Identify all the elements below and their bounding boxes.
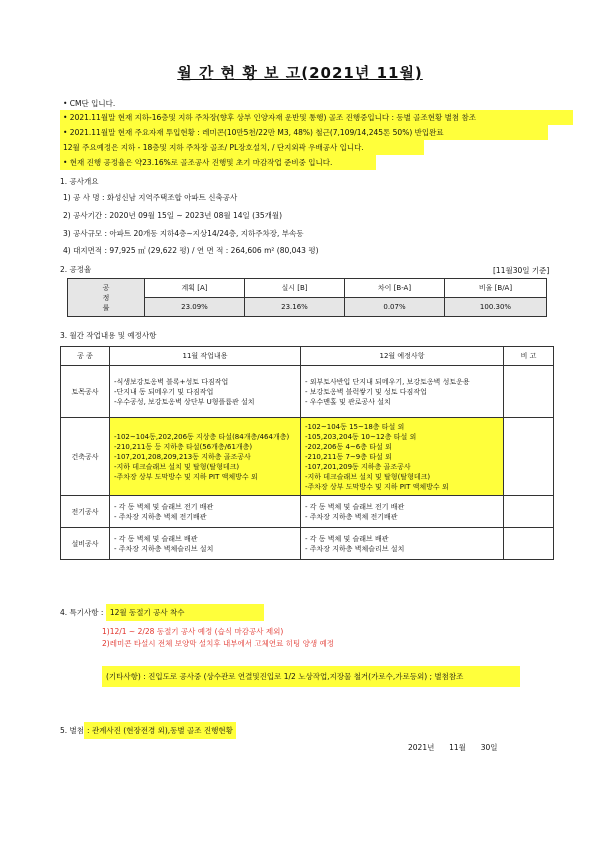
plan-item: -210,211동 7~9층 타설 외 [305, 452, 392, 461]
special-note: 2)레미콘 타설시 전체 보양막 설치후 내부에서 고체연료 히팅 양생 예정 [102, 639, 335, 648]
section4-highlight: 12월 동절기 공사 착수 [106, 604, 264, 621]
work-col-category: 공 종 [61, 347, 110, 366]
work-item: -단지내 동 되메우기 및 다짐작업 [114, 387, 214, 396]
work-item: -102~104동,202,206동 지상층 타설(84개층/464개층) [114, 432, 290, 441]
work-item: - 각 동 벽체 및 슬래브 배관 [114, 534, 198, 543]
overview-item: 3) 공사규모 : 아파트 20개동 지하4층~지상14/24층, 지하주차장, 부속동 [63, 229, 304, 238]
progress-value-diff: 0.07% [345, 298, 445, 317]
progress-table [67, 278, 547, 317]
section5-highlight: : 관계사진 (현장전경 외),동별 골조 진행현황 [84, 722, 236, 739]
intro-cm: • CM단 입니다. [63, 99, 116, 108]
intro-line-4: • 현재 진행 공정율은 약23.16%로 골조공사 진행및 초기 마감작업 준비중 입니다. [60, 155, 376, 170]
plan-item: - 보강토옹벽 블럭쌓기 및 성토 다짐작업 [305, 387, 427, 396]
date-day: 30일 [480, 743, 498, 752]
date-month: 11월 [449, 743, 466, 752]
overview-item: 1) 공 사 명 : 화성신남 지역주택조합 아파트 신축공사 [63, 193, 238, 202]
plan-item: -105,203,204동 10~12층 타설 외 [305, 432, 417, 441]
overview-item: 4) 대지면적 : 97,925 ㎡ (29,622 평) / 연 면 적 : 264,606 m² (80,043 평) [63, 246, 319, 255]
plan-item: -102~104동 15~18층 타설 외 [305, 422, 405, 431]
work-item: -식생보강토옹벽 블록+성토 다짐작업 [114, 377, 229, 386]
work-item: -210,211동 등 지하층 타설(56개층/61개층) [114, 442, 253, 451]
progress-value-plan: 23.09% [145, 298, 245, 317]
progress-date-note: [11월30일 기준] [493, 266, 550, 275]
report-date [408, 742, 498, 753]
work-col-december: 12월 예정사항 [301, 347, 504, 366]
section4-label: 4. 특기사항 : [60, 608, 106, 617]
work-row-civil [61, 366, 554, 418]
work-row-mechanical [61, 528, 554, 560]
plan-item: -주차장 상부 도막방수 및 지하 PIT 액체방수 외 [305, 482, 449, 491]
plan-item: - 각 동 벽체 및 슬래브 전기 배관 [305, 502, 405, 511]
work-row-electrical [61, 496, 554, 528]
work-cat: 전기공사 [61, 496, 110, 528]
overview-item: 2) 공사기간 : 2020년 09월 15일 ~ 2023년 08월 14일 (35개월) [63, 211, 283, 220]
work-row-building [61, 418, 554, 496]
work-cat: 건축공사 [61, 418, 110, 496]
plan-item: - 우수맨홀 및 관로공사 설치 [305, 397, 391, 406]
section5-label: 5. 별첨 [60, 726, 85, 735]
progress-col-plan: 계획 [A] [145, 279, 245, 298]
plan-item: - 각 동 벽체 및 슬래브 배관 [305, 534, 389, 543]
progress-value-ratio: 100.30% [445, 298, 547, 317]
section2-heading: 2. 공정율 [60, 265, 92, 274]
page-title: 월 간 현 황 보 고(2021년 11월) [177, 64, 423, 82]
work-col-november: 11월 작업내용 [110, 347, 301, 366]
work-item: -지하 데크슬래브 설치 및 탈형(탈형데크) [114, 462, 240, 471]
intro-line-1: • 2021.11월말 현재 지하-16층및 지하 주차장(향후 상부 인양자재 운반및 통행) 골조 진행중입니다 : 동별 골조현황 별첨 참조 [60, 110, 573, 125]
date-year: 2021년 [408, 743, 435, 752]
section3-heading: 3. 월간 작업내용 및 예정사항 [60, 331, 157, 340]
progress-row-label: 공 정 률 [68, 279, 145, 317]
plan-item: - 주차장 지하층 벽체슬리브 설치 [305, 544, 405, 553]
work-cat: 설비공사 [61, 528, 110, 560]
other-notes: (기타사항) : 진입도로 공사중 (상수관로 연결및진입로 1/2 노상작업,지장물 철거(가로수,가로등외) ; 별첨참조 [102, 666, 520, 687]
work-table [60, 346, 554, 560]
work-item: - 주차장 지하층 벽체슬리브 설치 [114, 544, 214, 553]
work-cat: 토목공사 [61, 366, 110, 418]
intro-line-2: • 2021.11월말 현재 주요자재 투입현황 : 레미콘(10만5천/22만 M3, 48%) 철근(7,109/14,245톤 50%) 반입완료 [60, 125, 548, 140]
work-col-remarks: 비 고 [504, 347, 554, 366]
plan-item: -107,201,209동 지하층 골조공사 [305, 462, 411, 471]
work-item: -우수공성, 보강토옹벽 상단부 U형플륨관 설치 [114, 397, 255, 406]
plan-item: - 주차장 지하층 벽체 전기배관 [305, 512, 398, 521]
work-item: - 주차장 지하층 벽체 전기배관 [114, 512, 207, 521]
progress-col-ratio: 비율 [B/A] [445, 279, 547, 298]
special-note: 1)12/1 ~ 2/28 동절기 공사 예정 (습식 마감공사 제외) [102, 627, 284, 636]
progress-col-diff: 차이 [B-A] [345, 279, 445, 298]
plan-item: -지하 데크슬래브 설치 및 탈형(탈형데크) [305, 472, 431, 481]
work-item: -주차장 상부 도막방수 및 지하 PIT 액체방수 외 [114, 472, 258, 481]
intro-line-3: 12월 주요예정은 지하 - 18층및 지하 주차장 골조/ PL장호설치, / 단지외곽 우배공사 입니다. [60, 140, 424, 155]
section1-heading: 1. 공사개요 [60, 177, 99, 186]
work-item: - 각 동 벽체 및 슬래브 전기 배관 [114, 502, 214, 511]
section4-heading [60, 604, 264, 621]
plan-item: - 외부토사반입 단지내 되메우기, 보강토옹벽 성토운용 [305, 377, 470, 386]
work-item: -107,201,208,209,213동 지하층 골조공사 [114, 452, 251, 461]
progress-value-actual: 23.16% [245, 298, 345, 317]
section5-heading [60, 722, 236, 739]
progress-col-actual: 실시 [B] [245, 279, 345, 298]
plan-item: -202,206동 4~6층 타설 외 [305, 442, 392, 451]
